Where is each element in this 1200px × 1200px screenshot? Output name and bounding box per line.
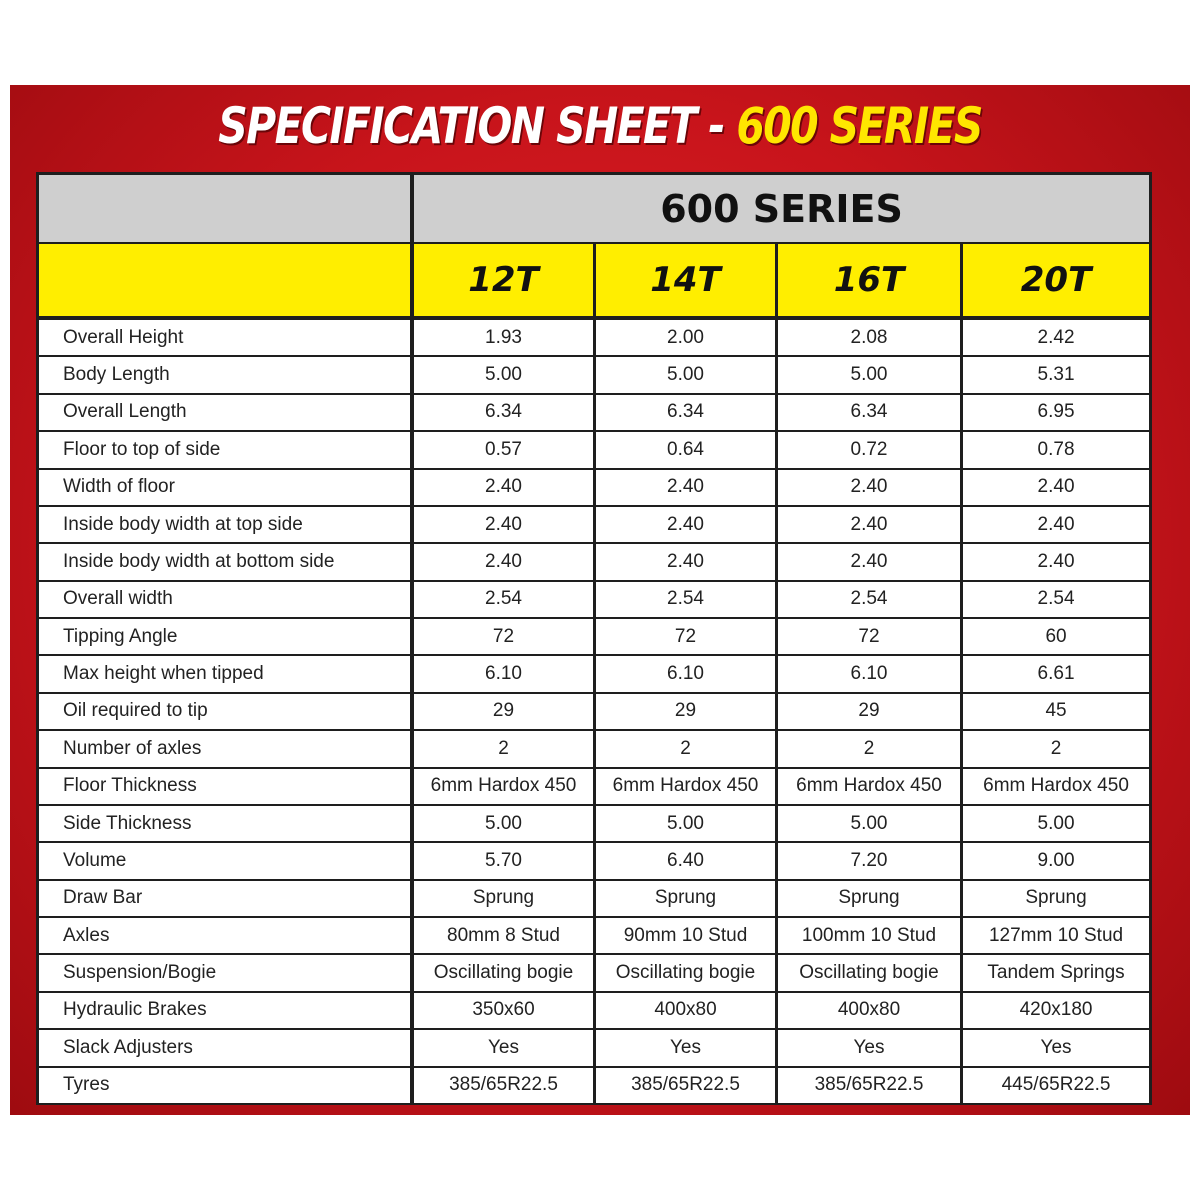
table-row (36, 1068, 1152, 1106)
cell-value: Oscillating bogie (596, 955, 778, 992)
cell-value: 6.34 (778, 395, 963, 432)
cell-value: 72 (596, 619, 778, 656)
table-row (36, 357, 1152, 394)
specification-table (36, 172, 1152, 1105)
cell-value: 2 (414, 731, 596, 768)
cell-value: Yes (414, 1030, 596, 1067)
cell-value: 2.42 (963, 320, 1152, 357)
cell-value: 350x60 (414, 993, 596, 1030)
cell-value: Yes (596, 1030, 778, 1067)
cell-value: 60 (963, 619, 1152, 656)
cell-value: Oscillating bogie (414, 955, 596, 992)
row-label: Width of floor (36, 470, 414, 507)
row-label: Slack Adjusters (36, 1030, 414, 1067)
row-label: Hydraulic Brakes (36, 993, 414, 1030)
cell-value: 2.40 (963, 544, 1152, 581)
row-label: Floor to top of side (36, 432, 414, 469)
cell-value: 45 (963, 694, 1152, 731)
table-row (36, 656, 1152, 693)
row-label: Floor Thickness (36, 769, 414, 806)
model-header-14t: 14T (596, 244, 778, 320)
cell-value: 9.00 (963, 843, 1152, 880)
cell-value: 29 (596, 694, 778, 731)
cell-value: 2.40 (414, 507, 596, 544)
cell-value: 29 (414, 694, 596, 731)
cell-value: 6.34 (414, 395, 596, 432)
table-row (36, 432, 1152, 469)
spec-table-body (36, 320, 1152, 1105)
cell-value: 5.00 (596, 357, 778, 394)
cell-value: 6.10 (596, 656, 778, 693)
series-header-blank (36, 172, 414, 244)
cell-value: 400x80 (596, 993, 778, 1030)
row-label: Volume (36, 843, 414, 880)
row-label: Inside body width at bottom side (36, 544, 414, 581)
cell-value: 5.00 (596, 806, 778, 843)
cell-value: 6.10 (414, 656, 596, 693)
cell-value: 6.95 (963, 395, 1152, 432)
cell-value: 80mm 8 Stud (414, 918, 596, 955)
table-row (36, 395, 1152, 432)
cell-value: Yes (963, 1030, 1152, 1067)
cell-value: 6.10 (778, 656, 963, 693)
table-row (36, 993, 1152, 1030)
cell-value: Tandem Springs (963, 955, 1152, 992)
cell-value: 6mm Hardox 450 (963, 769, 1152, 806)
cell-value: 5.00 (778, 806, 963, 843)
cell-value: 2.40 (596, 507, 778, 544)
cell-value: 385/65R22.5 (596, 1068, 778, 1106)
cell-value: 385/65R22.5 (778, 1068, 963, 1106)
table-row (36, 619, 1152, 656)
page-title (108, 96, 1092, 156)
row-label: Oil required to tip (36, 694, 414, 731)
cell-value: Yes (778, 1030, 963, 1067)
title-series: 600 SERIES (736, 97, 982, 155)
table-row (36, 731, 1152, 768)
cell-value: 2.40 (778, 507, 963, 544)
row-label: Overall Height (36, 320, 414, 357)
cell-value: Sprung (778, 881, 963, 918)
cell-value: 0.64 (596, 432, 778, 469)
cell-value: 72 (778, 619, 963, 656)
cell-value: 0.57 (414, 432, 596, 469)
cell-value: 6.34 (596, 395, 778, 432)
model-header-16t: 16T (778, 244, 963, 320)
cell-value: 1.93 (414, 320, 596, 357)
cell-value: 5.00 (963, 806, 1152, 843)
row-label: Draw Bar (36, 881, 414, 918)
series-header-row (36, 172, 1152, 244)
row-label: Suspension/Bogie (36, 955, 414, 992)
cell-value: 5.31 (963, 357, 1152, 394)
table-row (36, 769, 1152, 806)
cell-value: 2.54 (414, 582, 596, 619)
cell-value: 6mm Hardox 450 (596, 769, 778, 806)
cell-value: Sprung (414, 881, 596, 918)
model-header-20t: 20T (963, 244, 1152, 320)
cell-value: Oscillating bogie (778, 955, 963, 992)
table-row (36, 544, 1152, 581)
cell-value: 0.78 (963, 432, 1152, 469)
cell-value: 2 (963, 731, 1152, 768)
row-label: Max height when tipped (36, 656, 414, 693)
row-label: Body Length (36, 357, 414, 394)
table-row (36, 955, 1152, 992)
table-row (36, 918, 1152, 955)
cell-value: 2 (778, 731, 963, 768)
row-label: Tyres (36, 1068, 414, 1106)
cell-value: 385/65R22.5 (414, 1068, 596, 1106)
cell-value: 2.40 (414, 544, 596, 581)
cell-value: 100mm 10 Stud (778, 918, 963, 955)
cell-value: 2.40 (778, 544, 963, 581)
cell-value: 2.54 (778, 582, 963, 619)
cell-value: 2.40 (963, 507, 1152, 544)
cell-value: 2.40 (596, 470, 778, 507)
cell-value: 5.00 (414, 357, 596, 394)
row-label: Side Thickness (36, 806, 414, 843)
table-row (36, 881, 1152, 918)
series-header: 600 SERIES (414, 172, 1152, 244)
table-row (36, 582, 1152, 619)
cell-value: 72 (414, 619, 596, 656)
cell-value: 400x80 (778, 993, 963, 1030)
cell-value: 2.40 (414, 470, 596, 507)
cell-value: Sprung (596, 881, 778, 918)
cell-value: 420x180 (963, 993, 1152, 1030)
model-header-12t: 12T (414, 244, 596, 320)
cell-value: 5.70 (414, 843, 596, 880)
table-row (36, 507, 1152, 544)
table-row (36, 470, 1152, 507)
cell-value: 0.72 (778, 432, 963, 469)
title-main: SPECIFICATION SHEET (218, 97, 696, 155)
cell-value: 6.40 (596, 843, 778, 880)
table-row (36, 694, 1152, 731)
cell-value: 29 (778, 694, 963, 731)
cell-value: 2 (596, 731, 778, 768)
model-header-row (36, 244, 1152, 320)
cell-value: 2.54 (596, 582, 778, 619)
cell-value: 6mm Hardox 450 (778, 769, 963, 806)
table-row (36, 320, 1152, 357)
row-label: Inside body width at top side (36, 507, 414, 544)
table-row (36, 1030, 1152, 1067)
cell-value: 90mm 10 Stud (596, 918, 778, 955)
cell-value: 2.40 (596, 544, 778, 581)
cell-value: Sprung (963, 881, 1152, 918)
cell-value: 445/65R22.5 (963, 1068, 1152, 1106)
cell-value: 2.08 (778, 320, 963, 357)
row-label: Axles (36, 918, 414, 955)
title-separator: - (695, 97, 737, 155)
cell-value: 2.00 (596, 320, 778, 357)
table-row (36, 843, 1152, 880)
row-label: Tipping Angle (36, 619, 414, 656)
cell-value: 5.00 (414, 806, 596, 843)
cell-value: 2.40 (778, 470, 963, 507)
row-label: Overall width (36, 582, 414, 619)
cell-value: 2.40 (963, 470, 1152, 507)
cell-value: 6.61 (963, 656, 1152, 693)
cell-value: 2.54 (963, 582, 1152, 619)
table-row (36, 806, 1152, 843)
row-label: Overall Length (36, 395, 414, 432)
model-header-blank (36, 244, 414, 320)
cell-value: 127mm 10 Stud (963, 918, 1152, 955)
row-label: Number of axles (36, 731, 414, 768)
cell-value: 7.20 (778, 843, 963, 880)
cell-value: 6mm Hardox 450 (414, 769, 596, 806)
cell-value: 5.00 (778, 357, 963, 394)
